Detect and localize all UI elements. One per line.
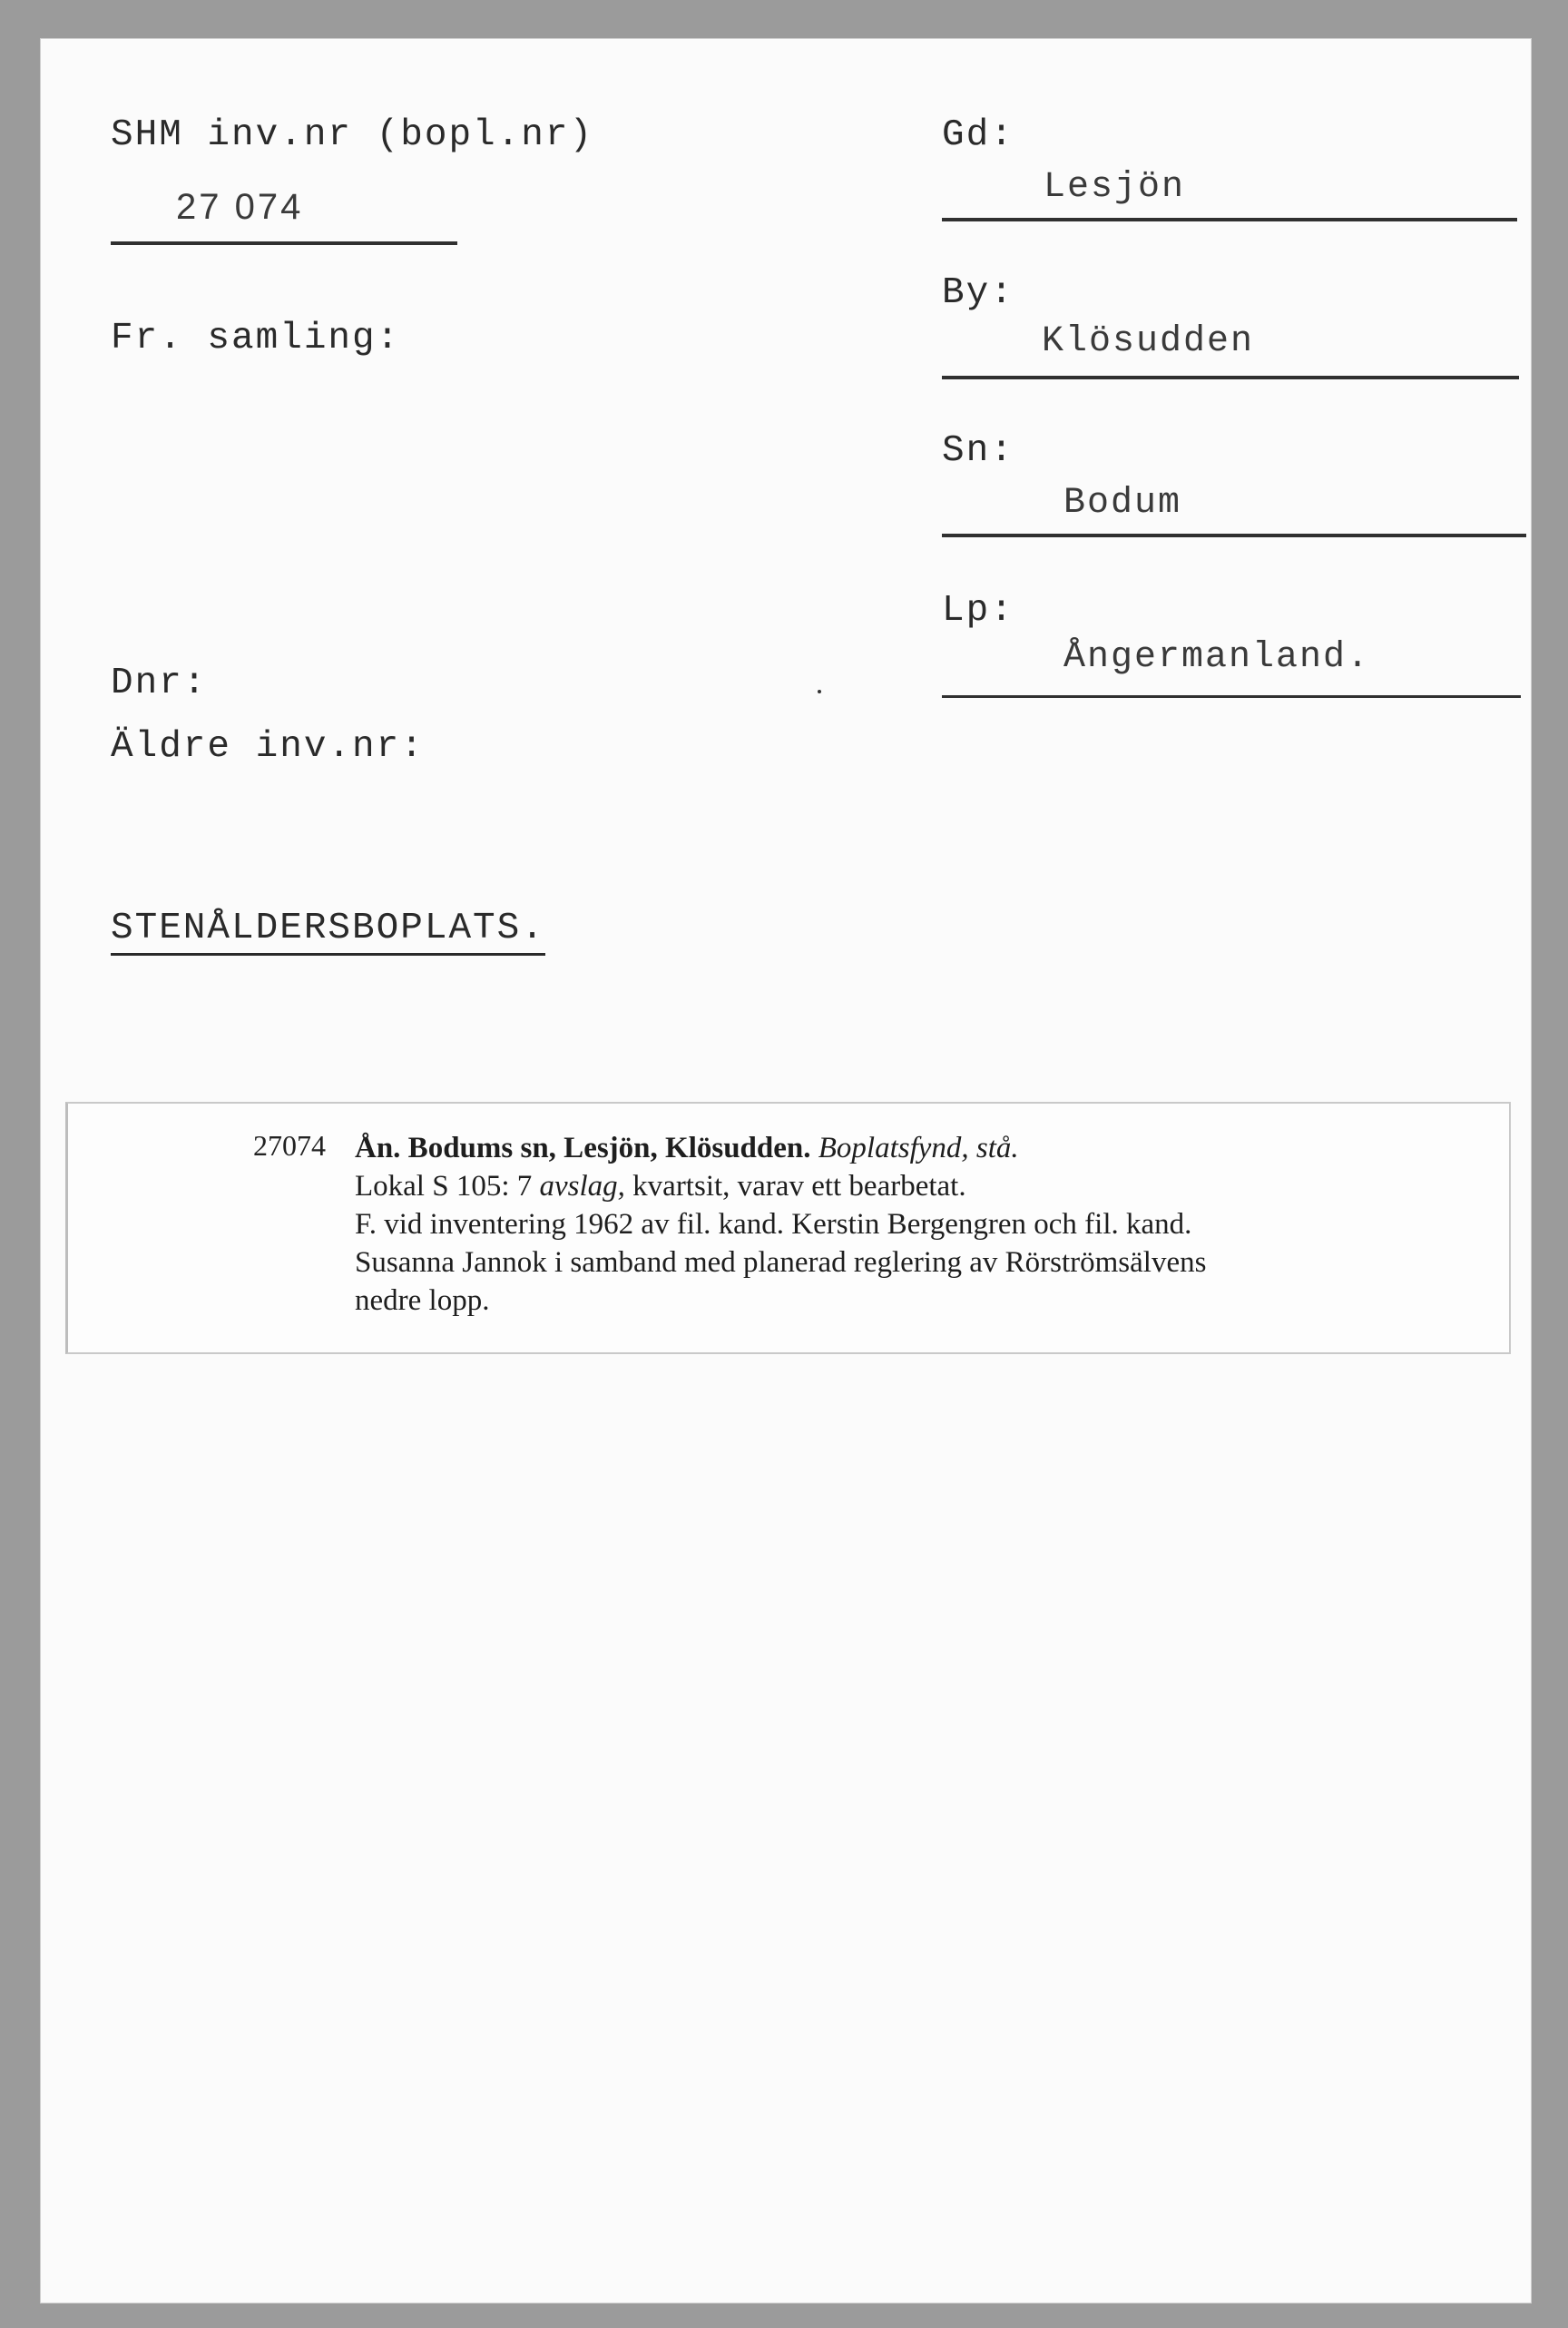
slip-line-2 <box>355 1167 1489 1205</box>
slip-locality: Ån. Bodums sn, Lesjön, Klösudden. <box>355 1132 811 1164</box>
printed-catalogue-slip <box>65 1102 1511 1354</box>
lp-rule <box>942 695 1521 698</box>
lp-value: Ångermanland. <box>1063 637 1371 678</box>
dnr-label: Dnr: <box>111 663 208 704</box>
slip-number: 27074 <box>253 1129 326 1162</box>
slip-line-2b: kvartsit, varav ett bearbetat. <box>632 1170 966 1203</box>
slip-text <box>355 1129 1489 1320</box>
inv-number: 27 074 <box>176 187 304 227</box>
sn-rule <box>942 534 1526 537</box>
slip-line-2-italic: avslag, <box>539 1170 625 1203</box>
inv-number-rule <box>111 241 457 245</box>
slip-line-1 <box>355 1129 1489 1167</box>
stray-dot <box>818 690 821 693</box>
by-rule <box>942 376 1519 379</box>
slip-line-4: Susanna Jannok i samband med planerad reglering av Rörströmsälvens <box>355 1246 1207 1279</box>
fr-samling-label: Fr. samling: <box>111 318 401 359</box>
lp-label: Lp: <box>942 590 1014 632</box>
slip-find-type: Boplatsfynd, stå. <box>818 1132 1019 1164</box>
slip-line-5: nedre lopp. <box>355 1284 490 1317</box>
slip-line-3: F. vid inventering 1962 av fil. kand. Kerstin Bergengren och fil. kand. <box>355 1208 1192 1241</box>
site-type-heading: STENÅLDERSBOPLATS. <box>111 908 545 956</box>
by-label: By: <box>942 272 1014 314</box>
slip-line-2a: Lokal S 105: 7 <box>355 1170 533 1203</box>
by-value: Klösudden <box>1042 321 1255 362</box>
gd-rule <box>942 218 1517 221</box>
gd-value: Lesjön <box>1044 167 1186 208</box>
sn-value: Bodum <box>1063 483 1182 524</box>
aldre-inv-label: Äldre inv.nr: <box>111 726 425 768</box>
gd-label: Gd: <box>942 114 1014 156</box>
inv-label: SHM inv.nr (bopl.nr) <box>111 114 594 156</box>
sn-label: Sn: <box>942 430 1014 472</box>
